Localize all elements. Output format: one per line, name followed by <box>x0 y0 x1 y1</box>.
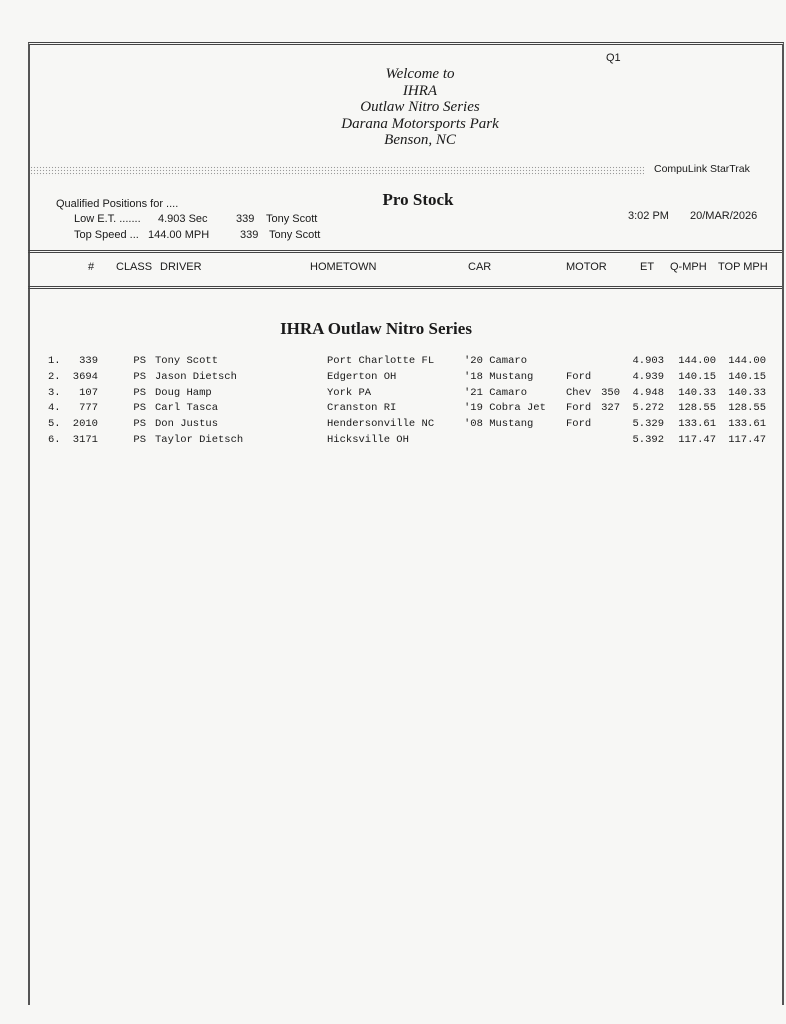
cell-num: 339 <box>79 355 98 367</box>
header-divider-top <box>28 250 782 253</box>
cell-car: '20 Camaro <box>464 355 528 367</box>
cell-top: 140.33 <box>728 386 766 399</box>
cell-pos: 5. <box>48 418 61 431</box>
cell-hometown: York PA <box>327 386 372 399</box>
cell-pos: 2. <box>48 370 61 383</box>
cell-hometown: Hendersonville NC <box>327 418 435 431</box>
cell-cls: PS <box>133 402 146 415</box>
venue-name: Darana Motorsports Park <box>341 115 499 132</box>
low-et-value: 4.903 Sec <box>158 213 208 225</box>
col-header-number: # <box>88 261 95 273</box>
cell-cid: 350 <box>601 386 620 399</box>
cell-pos: 1. <box>48 355 61 367</box>
report-date: 20/MAR/2026 <box>690 210 758 222</box>
cell-qmph: 133.61 <box>678 418 716 431</box>
cell-cls: PS <box>133 434 146 446</box>
col-header-car: CAR <box>468 261 492 273</box>
col-header-et: ET <box>640 261 655 273</box>
cell-car: '21 Camaro <box>464 386 528 399</box>
cell-num: 2010 <box>72 418 98 431</box>
top-speed-car-number: 339 <box>240 229 259 241</box>
top-speed-driver: Tony Scott <box>269 229 321 241</box>
cell-qmph: 144.00 <box>678 355 716 367</box>
brand-label: CompuLink StarTrak <box>654 163 750 175</box>
cell-top: 140.15 <box>728 370 766 383</box>
header-divider-bottom <box>28 286 782 289</box>
cell-car: '08 Mustang <box>464 418 534 431</box>
cell-qmph: 128.55 <box>678 402 716 415</box>
cell-top: 144.00 <box>728 355 766 367</box>
cell-et: 5.392 <box>632 434 664 446</box>
cell-car: '18 Mustang <box>464 370 534 383</box>
col-header-class: CLASS <box>116 261 153 273</box>
qualified-label: Qualified Positions for .... <box>56 198 179 210</box>
page-id: Q1 <box>606 52 621 64</box>
cell-driver: Don Justus <box>155 418 219 431</box>
cell-et: 5.329 <box>632 418 664 431</box>
series-title: IHRA Outlaw Nitro Series <box>280 319 472 338</box>
low-et-driver: Tony Scott <box>266 213 318 225</box>
cell-top: 128.55 <box>728 402 766 415</box>
cell-hometown: Edgerton OH <box>327 370 397 383</box>
cell-num: 3694 <box>72 370 98 383</box>
report-time: 3:02 PM <box>628 210 669 222</box>
cell-motor: Ford <box>566 418 592 431</box>
cell-et: 4.903 <box>632 355 664 367</box>
cell-top: 117.47 <box>728 434 766 446</box>
col-header-hometown: HOMETOWN <box>310 261 377 273</box>
cell-driver: Carl Tasca <box>155 402 219 415</box>
cell-motor: Chev <box>566 386 592 399</box>
cell-hometown: Cranston RI <box>327 402 397 415</box>
cell-pos: 4. <box>48 402 61 415</box>
col-header-qmph: Q-MPH <box>670 261 707 273</box>
cell-et: 4.948 <box>632 386 664 399</box>
cell-et: 5.272 <box>632 402 664 415</box>
series-name: Outlaw Nitro Series <box>360 99 480 115</box>
cell-pos: 6. <box>48 434 61 446</box>
cell-cls: PS <box>133 386 146 399</box>
event-title: Pro Stock <box>382 190 454 209</box>
welcome-block <box>300 66 540 149</box>
cell-qmph: 140.15 <box>678 370 716 383</box>
cell-num: 777 <box>79 402 98 415</box>
cell-motor: Ford <box>566 370 592 383</box>
page-frame <box>28 42 784 1005</box>
cell-cls: PS <box>133 355 146 367</box>
dotted-divider <box>30 166 644 176</box>
cell-qmph: 117.47 <box>678 434 716 446</box>
top-speed-value: 144.00 MPH <box>148 229 210 241</box>
cell-hometown: Hicksville OH <box>327 434 409 446</box>
cell-driver: Tony Scott <box>155 355 219 367</box>
cell-driver: Taylor Dietsch <box>155 434 244 446</box>
cell-num: 3171 <box>72 434 98 446</box>
cell-num: 107 <box>79 386 98 399</box>
top-speed-label: Top Speed ... <box>74 229 139 241</box>
cell-car: '19 Cobra Jet <box>464 402 546 415</box>
cell-motor: Ford <box>566 402 592 415</box>
org-name: IHRA <box>402 82 438 99</box>
cell-et: 4.939 <box>632 370 664 383</box>
cell-driver: Doug Hamp <box>155 386 212 399</box>
low-et-label: Low E.T. ....... <box>74 213 141 225</box>
venue-location: Benson, NC <box>384 132 456 148</box>
cell-cls: PS <box>133 418 146 431</box>
cell-cid: 327 <box>601 402 620 415</box>
cell-pos: 3. <box>48 386 61 399</box>
cell-qmph: 140.33 <box>678 386 716 399</box>
col-header-driver: DRIVER <box>160 261 202 273</box>
col-header-motor: MOTOR <box>566 261 607 273</box>
cell-hometown: Port Charlotte FL <box>327 355 435 367</box>
cell-top: 133.61 <box>728 418 766 431</box>
cell-cls: PS <box>133 370 146 383</box>
col-header-top-mph: TOP MPH <box>718 261 768 273</box>
cell-driver: Jason Dietsch <box>155 370 237 383</box>
welcome-line: Welcome to <box>385 66 455 82</box>
low-et-car-number: 339 <box>236 213 255 225</box>
